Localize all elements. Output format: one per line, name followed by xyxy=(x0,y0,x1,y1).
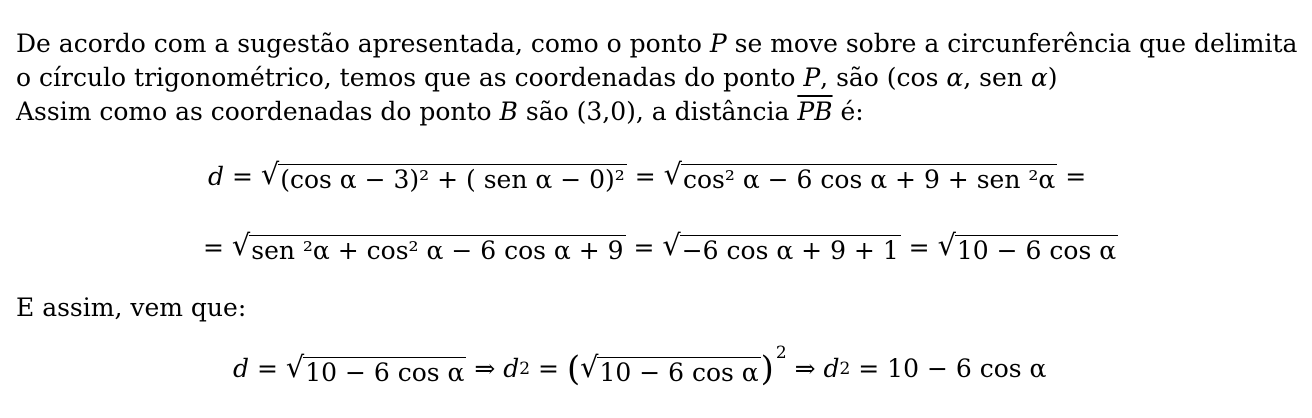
paragraph-line-3 xyxy=(16,99,864,124)
text-segment: são (3,0), a distância xyxy=(517,97,798,126)
equation-distance-1 xyxy=(208,157,1087,194)
radical-sign: √ xyxy=(231,228,251,262)
paragraph-line-4 xyxy=(16,295,246,320)
text-segment: , são (cos xyxy=(820,63,947,92)
radicand: (cos α − 3)² + ( sen α − 0)² xyxy=(280,165,625,194)
math-var-d: d xyxy=(208,161,225,191)
radicand: 10 − 6 cos α xyxy=(305,357,465,387)
sqrt-expression xyxy=(663,157,1058,194)
math-var-b: B xyxy=(499,97,518,126)
left-paren: ( xyxy=(566,349,581,388)
math-var-d: d xyxy=(233,354,250,384)
math-var-d: d xyxy=(823,354,840,384)
radicand: sen ²α + cos² α − 6 cos α + 9 xyxy=(251,236,624,265)
equals-sign: = xyxy=(900,232,938,262)
equals-sign: = xyxy=(626,161,664,191)
text-segment: E assim, vem que: xyxy=(16,293,247,322)
sqrt-expression xyxy=(231,228,626,265)
text-segment: Assim como as coordenadas do ponto xyxy=(16,97,500,126)
paragraph-line-1 xyxy=(16,31,1297,56)
right-paren: ) xyxy=(760,349,774,388)
equals-sign: = xyxy=(203,232,232,262)
paragraph-line-2 xyxy=(16,65,1058,90)
radical-sign: √ xyxy=(662,228,681,262)
exponent: 2 xyxy=(775,343,787,364)
radicand: −6 cos α + 9 + 1 xyxy=(681,236,899,265)
radical-sign: √ xyxy=(285,349,305,384)
sqrt-expression xyxy=(937,228,1119,265)
segment-pb: $\overline{PB}$ xyxy=(797,97,833,126)
sqrt-expression xyxy=(285,349,467,387)
radicand: cos² α − 6 cos α + 9 + sen ²α xyxy=(682,165,1056,194)
radicand: 10 − 6 cos α xyxy=(599,357,759,387)
radical-sign: √ xyxy=(663,157,682,191)
radical-sign: √ xyxy=(937,228,956,262)
text-segment: o círculo trigonométrico, temos que as coordenadas do ponto xyxy=(16,63,804,92)
math-var-alpha: α xyxy=(1030,63,1048,92)
text-segment: se move sobre a circunferência que delimita xyxy=(726,29,1298,58)
sqrt-expression xyxy=(580,349,761,387)
math-var-p: P xyxy=(803,63,821,92)
radical-sign: √ xyxy=(260,157,280,191)
implies-arrow: ⇒ xyxy=(786,354,824,384)
equation-distance-3: d = √ 10 − 6 cos α ⇒ d 2 = ( √ 10 − 6 cos α ) 2 ⇒ d 2 = 10 − 6 cos α xyxy=(233,343,1047,388)
equation-result: = 10 − 6 cos α xyxy=(850,354,1047,384)
equation-distance-2 xyxy=(203,228,1118,265)
text-segment: De acordo com a sugestão apresentada, como o ponto xyxy=(16,29,710,58)
equals-sign: = xyxy=(625,232,663,262)
implies-arrow: ⇒ xyxy=(466,354,504,384)
sqrt-expression xyxy=(662,228,900,265)
math-var-p: P xyxy=(709,29,727,58)
equals-sign: = xyxy=(1057,161,1087,191)
radical-sign: √ xyxy=(580,349,599,384)
equals-sign: = xyxy=(530,354,567,384)
equals-sign: = xyxy=(249,354,286,384)
math-var-alpha: α xyxy=(946,63,964,92)
text-segment: ) xyxy=(1047,63,1058,92)
radicand: 10 − 6 cos α xyxy=(956,236,1117,265)
text-segment: é: xyxy=(832,97,864,126)
text-segment: , sen xyxy=(963,63,1031,92)
sqrt-expression xyxy=(260,157,627,194)
math-var-d: d xyxy=(503,354,520,384)
equals-sign: = xyxy=(224,161,261,191)
